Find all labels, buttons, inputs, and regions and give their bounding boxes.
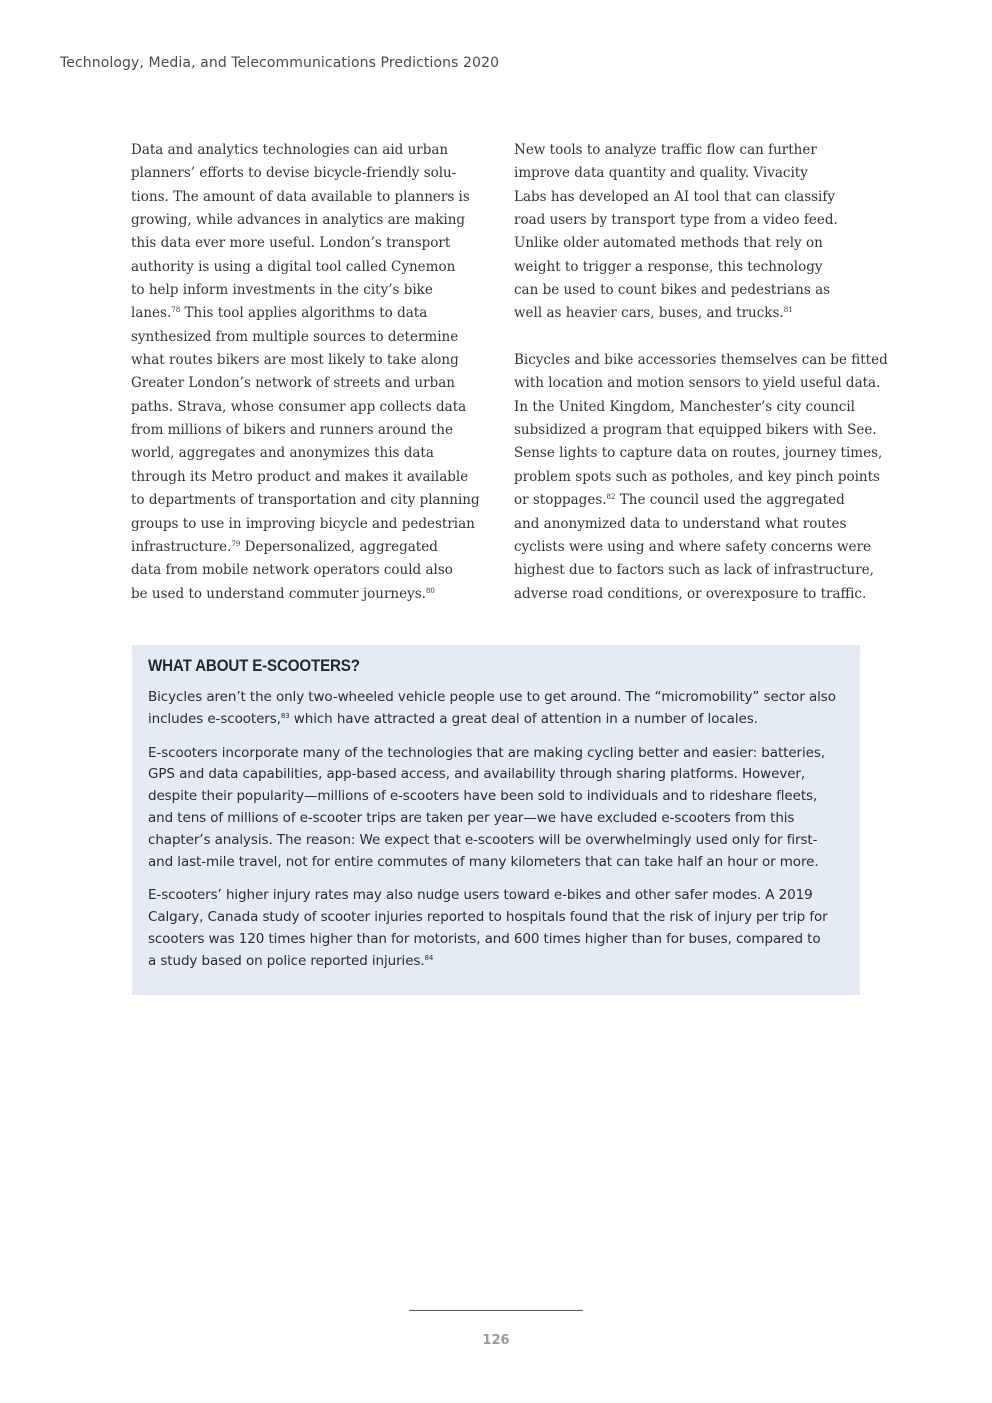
body-line: cyclists were using and where safety concerns were bbox=[514, 538, 872, 555]
body-line bbox=[131, 302, 486, 325]
body-line bbox=[514, 302, 866, 325]
body-line: world, aggregates and anonymizes this data bbox=[131, 445, 434, 462]
body-line: paths. Strava, whose consumer app collects data bbox=[131, 398, 467, 415]
body-line: New tools to analyze traffic flow can further bbox=[514, 142, 817, 158]
body-line: growing, while advances in analytics are making bbox=[131, 212, 466, 229]
body-line: improve data quantity and quality. Vivacity bbox=[514, 165, 808, 182]
footnote-ref[interactable]: 83 bbox=[280, 711, 290, 720]
page-number: 126 bbox=[482, 1333, 510, 1348]
sidebar-line: GPS and data capabilities, app-based access, and availability through sharing platforms. However, bbox=[148, 766, 806, 783]
body-line: subsidized a program that equipped bikers with See. bbox=[514, 422, 877, 439]
body-text: The council used the aggregated bbox=[619, 492, 845, 509]
paragraph-gap bbox=[514, 326, 866, 349]
body-line: road users by transport type from a video feed. bbox=[514, 212, 838, 229]
body-line: Unlike older automated methods that rely on bbox=[514, 235, 823, 252]
body-text: lanes. bbox=[131, 305, 172, 322]
body-text: This tool applies algorithms to data bbox=[184, 305, 428, 322]
body-line: In the United Kingdom, Manchester’s city council bbox=[514, 398, 855, 415]
sidebar-line: Bicycles aren’t the only two-wheeled vehicle people use to get around. The “micromobility” sector also bbox=[148, 689, 836, 705]
sidebar-paragraph bbox=[148, 885, 844, 972]
sidebar-text: a study based on police reported injuries. bbox=[148, 952, 425, 969]
body-line: synthesized from multiple sources to determine bbox=[131, 328, 459, 345]
body-line: groups to use in improving bicycle and pedestrian bbox=[131, 515, 475, 532]
e-scooters-sidebar bbox=[132, 645, 860, 995]
body-line: Labs has developed an AI tool that can classify bbox=[514, 188, 835, 205]
body-line: weight to trigger a response, this technology bbox=[514, 258, 823, 275]
body-line: Data and analytics technologies can aid urban bbox=[131, 142, 449, 158]
body-line: authority is using a digital tool called Cynemon bbox=[131, 258, 456, 275]
sidebar-line: despite their popularity—millions of e-scooters have been sold to individuals and to rideshare fleets, bbox=[148, 788, 818, 805]
body-text: be used to understand commuter journeys. bbox=[131, 585, 426, 602]
sidebar-line: and tens of millions of e-scooter trips are taken per year—we have excluded e-scooters from this bbox=[148, 809, 795, 826]
sidebar-line: chapter’s analysis. The reason: We expect that e-scooters will be overwhelmingly used only for first- bbox=[148, 831, 818, 848]
sidebar-line: E-scooters’ higher injury rates may also nudge users toward e-bikes and other safer modes. A 2019 bbox=[148, 887, 813, 904]
body-line: through its Metro product and makes it available bbox=[131, 468, 469, 485]
body-line: data from mobile network operators could also bbox=[131, 562, 453, 579]
body-line bbox=[514, 489, 866, 512]
body-line: this data ever more useful. London’s transport bbox=[131, 235, 451, 252]
footnote-ref[interactable]: 84 bbox=[424, 953, 434, 962]
body-text: infrastructure. bbox=[131, 538, 232, 555]
right-column bbox=[514, 139, 888, 606]
body-line: with location and motion sensors to yield useful data. bbox=[514, 375, 881, 392]
body-line: tions. The amount of data available to planners is bbox=[131, 188, 470, 205]
body-line: to departments of transportation and city planning bbox=[131, 492, 480, 509]
sidebar-text: includes e-scooters, bbox=[148, 710, 281, 727]
body-line: Bicycles and bike accessories themselves can be fitted bbox=[514, 352, 888, 369]
body-text: or stoppages. bbox=[514, 492, 607, 509]
footnote-ref[interactable]: 79 bbox=[231, 539, 241, 548]
body-line: to help inform investments in the city’s bike bbox=[131, 282, 433, 299]
body-line: and anonymized data to understand what routes bbox=[514, 515, 847, 532]
footnote-ref[interactable]: 82 bbox=[606, 493, 616, 502]
body-text: Depersonalized, aggregated bbox=[244, 538, 438, 555]
running-header: Technology, Media, and Telecommunications Predictions 2020 bbox=[60, 55, 500, 71]
sidebar-paragraph bbox=[148, 687, 844, 731]
footer-divider bbox=[409, 1310, 583, 1311]
sidebar-line: E-scooters incorporate many of the technologies that are making cycling better and easier: batteries, bbox=[148, 744, 825, 761]
left-column bbox=[131, 139, 486, 606]
footnote-ref[interactable]: 80 bbox=[425, 586, 435, 595]
sidebar-line bbox=[148, 709, 844, 731]
sidebar-line: scooters was 120 times higher than for motorists, and 600 times higher than for buses, compared to bbox=[148, 930, 821, 947]
body-line: adverse road conditions, or overexposure to traffic. bbox=[514, 585, 867, 602]
body-line: problem spots such as potholes, and key pinch points bbox=[514, 468, 880, 485]
sidebar-title: WHAT ABOUT E-SCOOTERS? bbox=[148, 657, 360, 675]
sidebar-line: and last-mile travel, not for entire commutes of many kilometers that can take half an hour or more. bbox=[148, 853, 819, 870]
sidebar-line bbox=[148, 951, 844, 973]
body-line bbox=[131, 536, 486, 559]
body-text: well as heavier cars, buses, and trucks. bbox=[514, 305, 784, 322]
body-line: Sense lights to capture data on routes, journey times, bbox=[514, 445, 883, 462]
sidebar-paragraph bbox=[148, 743, 844, 874]
body-line: can be used to count bikes and pedestrians as bbox=[514, 282, 831, 299]
body-line: planners’ efforts to devise bicycle-friendly solu- bbox=[131, 165, 457, 182]
sidebar-line: Calgary, Canada study of scooter injuries reported to hospitals found that the risk of injury per trip for bbox=[148, 909, 828, 926]
footnote-ref[interactable]: 81 bbox=[783, 306, 793, 315]
footnote-ref[interactable]: 78 bbox=[171, 306, 181, 315]
body-line: Greater London’s network of streets and urban bbox=[131, 375, 455, 392]
body-line bbox=[131, 583, 486, 606]
body-line: highest due to factors such as lack of infrastructure, bbox=[514, 562, 874, 579]
sidebar-text: which have attracted a great deal of attention in a number of locales. bbox=[293, 710, 758, 727]
body-line: from millions of bikers and runners around the bbox=[131, 422, 453, 439]
body-line: what routes bikers are most likely to take along bbox=[131, 352, 459, 369]
